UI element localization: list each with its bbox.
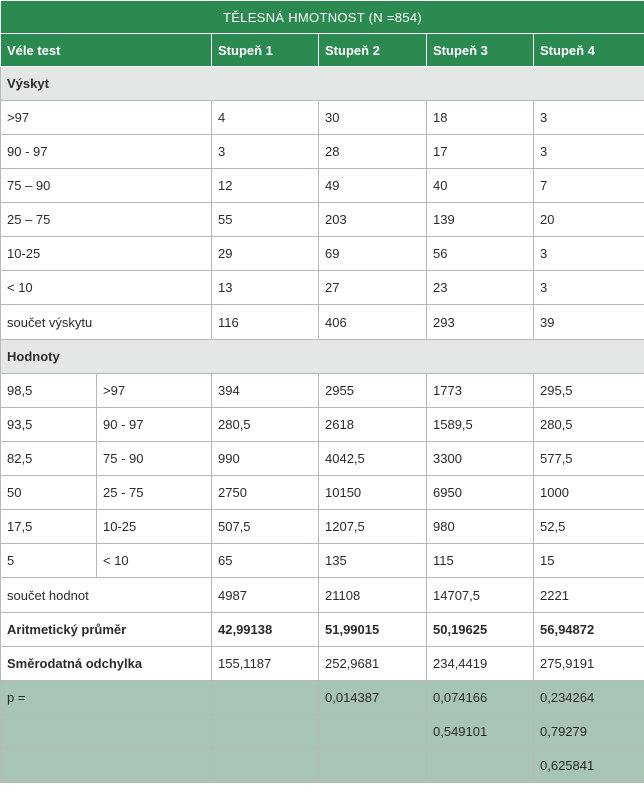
stdev-cell: 275,9191 — [534, 647, 644, 681]
header-grade-3: Stupeň 3 — [427, 34, 534, 67]
mean-cell: 42,99138 — [212, 613, 319, 647]
occurrence-range: 10-25 — [1, 237, 212, 271]
value-cell: 577,5 — [534, 442, 644, 476]
p-value-label: p = — [1, 681, 212, 715]
value-midpoint: 93,5 — [1, 408, 97, 442]
value-range: 90 - 97 — [97, 408, 212, 442]
value-cell: 115 — [427, 544, 534, 578]
occurrence-row — [1, 271, 644, 305]
p-value-cell — [212, 681, 319, 715]
occurrence-cell: 18 — [427, 101, 534, 135]
p-value-cell — [212, 749, 319, 783]
value-row — [1, 510, 644, 544]
value-midpoint: 98,5 — [1, 374, 97, 408]
value-range: >97 — [97, 374, 212, 408]
value-cell: 2750 — [212, 476, 319, 510]
p-value-cell — [319, 715, 427, 749]
value-cell: 1207,5 — [319, 510, 427, 544]
value-cell: 2618 — [319, 408, 427, 442]
values-total-label: součet hodnot — [1, 578, 212, 613]
occurrence-cell: 12 — [212, 169, 319, 203]
value-cell: 10150 — [319, 476, 427, 510]
value-cell: 1000 — [534, 476, 644, 510]
value-midpoint: 82,5 — [1, 442, 97, 476]
mean-label: Aritmetický průměr — [1, 613, 212, 647]
value-cell: 295,5 — [534, 374, 644, 408]
occurrence-total-cell: 39 — [534, 305, 644, 340]
value-cell: 394 — [212, 374, 319, 408]
p-value-cell: 0,014387 — [319, 681, 427, 715]
value-cell: 280,5 — [534, 408, 644, 442]
occurrence-cell: 4 — [212, 101, 319, 135]
value-cell: 990 — [212, 442, 319, 476]
occurrence-range: 75 – 90 — [1, 169, 212, 203]
value-cell: 980 — [427, 510, 534, 544]
occurrence-cell: 40 — [427, 169, 534, 203]
header-row — [1, 34, 644, 67]
p-value-cell: 0,625841 — [534, 749, 644, 783]
value-cell: 52,5 — [534, 510, 644, 544]
values-total-cell: 21108 — [319, 578, 427, 613]
value-cell: 135 — [319, 544, 427, 578]
table-title-row — [1, 1, 644, 34]
value-cell: 4042,5 — [319, 442, 427, 476]
value-cell: 2955 — [319, 374, 427, 408]
header-test: Véle test — [1, 34, 212, 67]
values-total-cell: 14707,5 — [427, 578, 534, 613]
value-cell: 507,5 — [212, 510, 319, 544]
value-row — [1, 442, 644, 476]
section-values-row — [1, 340, 644, 374]
p-value-row — [1, 681, 644, 715]
occurrence-range: < 10 — [1, 271, 212, 305]
occurrence-cell: 27 — [319, 271, 427, 305]
occurrence-range: 90 - 97 — [1, 135, 212, 169]
header-grade-4: Stupeň 4 — [534, 34, 644, 67]
value-range: < 10 — [97, 544, 212, 578]
occurrence-cell: 3 — [534, 101, 644, 135]
occurrence-cell: 3 — [534, 271, 644, 305]
occurrence-cell: 3 — [534, 135, 644, 169]
p-value-cell: 0,234264 — [534, 681, 644, 715]
p-value-cell — [319, 749, 427, 783]
p-value-row — [1, 749, 644, 783]
occurrence-cell: 69 — [319, 237, 427, 271]
occurrence-total-label: součet výskytu — [1, 305, 212, 340]
section-occurrence-label: Výskyt — [1, 67, 644, 101]
p-value-cell: 0,79279 — [534, 715, 644, 749]
occurrence-cell: 56 — [427, 237, 534, 271]
occurrence-row — [1, 203, 644, 237]
occurrence-cell: 3 — [534, 237, 644, 271]
value-midpoint: 17,5 — [1, 510, 97, 544]
value-cell: 15 — [534, 544, 644, 578]
occurrence-range: 25 – 75 — [1, 203, 212, 237]
occurrence-total-row — [1, 305, 644, 340]
occurrence-cell: 28 — [319, 135, 427, 169]
p-value-cell: 0,549101 — [427, 715, 534, 749]
mean-cell: 50,19625 — [427, 613, 534, 647]
value-midpoint: 50 — [1, 476, 97, 510]
occurrence-total-cell: 406 — [319, 305, 427, 340]
stdev-label: Směrodatná odchylka — [1, 647, 212, 681]
occurrence-row — [1, 135, 644, 169]
section-occurrence-row — [1, 67, 644, 101]
mean-cell: 51,99015 — [319, 613, 427, 647]
stdev-cell: 252,9681 — [319, 647, 427, 681]
occurrence-cell: 30 — [319, 101, 427, 135]
value-row — [1, 408, 644, 442]
values-total-row — [1, 578, 644, 613]
table-title: TĚLESNÁ HMOTNOST (N =854) — [1, 1, 644, 34]
header-grade-1: Stupeň 1 — [212, 34, 319, 67]
value-range: 10-25 — [97, 510, 212, 544]
occurrence-total-cell: 293 — [427, 305, 534, 340]
occurrence-cell: 7 — [534, 169, 644, 203]
section-values-label: Hodnoty — [1, 340, 644, 374]
stdev-cell: 234,4419 — [427, 647, 534, 681]
occurrence-cell: 13 — [212, 271, 319, 305]
value-cell: 280,5 — [212, 408, 319, 442]
value-cell: 1773 — [427, 374, 534, 408]
occurrence-row — [1, 101, 644, 135]
occurrence-cell: 3 — [212, 135, 319, 169]
value-range: 75 - 90 — [97, 442, 212, 476]
mean-row — [1, 613, 644, 647]
p-value-cell — [212, 715, 319, 749]
p-value-cell — [427, 749, 534, 783]
occurrence-row — [1, 169, 644, 203]
p-value-row — [1, 715, 644, 749]
value-range: 25 - 75 — [97, 476, 212, 510]
value-cell: 3300 — [427, 442, 534, 476]
value-cell: 1589,5 — [427, 408, 534, 442]
p-value-label — [1, 715, 212, 749]
mean-cell: 56,94872 — [534, 613, 644, 647]
header-grade-2: Stupeň 2 — [319, 34, 427, 67]
occurrence-cell: 139 — [427, 203, 534, 237]
value-cell: 6950 — [427, 476, 534, 510]
occurrence-cell: 29 — [212, 237, 319, 271]
value-midpoint: 5 — [1, 544, 97, 578]
value-row — [1, 374, 644, 408]
occurrence-cell: 20 — [534, 203, 644, 237]
occurrence-cell: 23 — [427, 271, 534, 305]
stdev-row — [1, 647, 644, 681]
value-row — [1, 476, 644, 510]
p-value-cell: 0,074166 — [427, 681, 534, 715]
occurrence-cell: 203 — [319, 203, 427, 237]
occurrence-total-cell: 116 — [212, 305, 319, 340]
values-total-cell: 4987 — [212, 578, 319, 613]
occurrence-cell: 55 — [212, 203, 319, 237]
value-row — [1, 544, 644, 578]
values-total-cell: 2221 — [534, 578, 644, 613]
p-value-label — [1, 749, 212, 783]
occurrence-cell: 17 — [427, 135, 534, 169]
stdev-cell: 155,1187 — [212, 647, 319, 681]
occurrence-cell: 49 — [319, 169, 427, 203]
value-cell: 65 — [212, 544, 319, 578]
occurrence-range: >97 — [1, 101, 212, 135]
occurrence-row — [1, 237, 644, 271]
